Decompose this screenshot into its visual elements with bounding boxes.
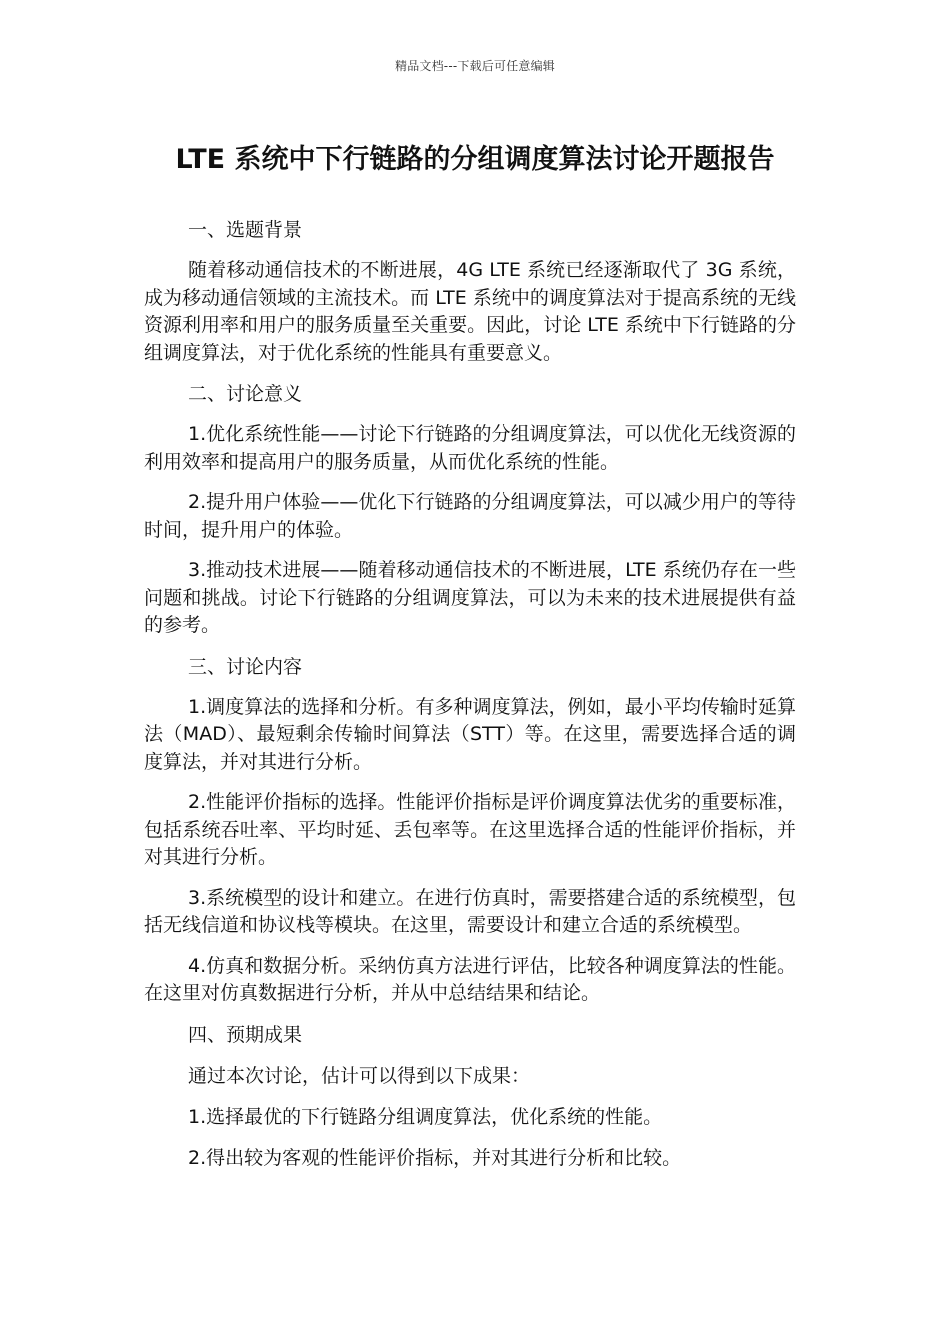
document-title: LTE 系统中下行链路的分组调度算法讨论开题报告	[175, 144, 775, 175]
section-heading-significance: 二、讨论意义	[188, 383, 303, 405]
section-heading-background: 一、选题背景	[188, 219, 303, 241]
content-paragraph-1: 1.调度算法的选择和分析。有多种调度算法，例如，最小平均传输时延算法（MAD）、最短剩余传输时间算法（STT）等。在这里，需要选择合适的调度算法，并对其进行分析。	[144, 695, 796, 773]
background-paragraph: 随着移动通信技术的不断进展，4G LTE 系统已经逐渐取代了 3G 系统，成为移动通信领域的主流技术。而 LTE 系统中的调度算法对于提高系统的无线资源利用率和用户的服务质量至关重要。因此，讨论 LTE 系统中下行链路的分组调度算法，对于优化系统的性能具有重要意义。	[144, 259, 796, 364]
content-paragraph-4: 4.仿真和数据分析。采纳仿真方法进行评估，比较各种调度算法的性能。在这里对仿真数据进行分析，并从中总结结果和结论。	[144, 954, 796, 1004]
document-body	[144, 216, 796, 1185]
content-paragraph-2: 2.性能评价指标的选择。性能评价指标是评价调度算法优劣的重要标准，包括系统吞吐率、平均时延、丢包率等。在这里选择合适的性能评价指标，并对其进行分析。	[144, 791, 796, 868]
outcomes-intro: 通过本次讨论，估计可以得到以下成果：	[188, 1064, 531, 1087]
significance-paragraph-3: 3.推动技术进展——随着移动通信技术的不断进展，LTE 系统仍存在一些问题和挑战。讨论下行链路的分组调度算法，可以为未来的技术进展提供有益的参考。	[144, 559, 796, 636]
section-heading-outcomes: 四、预期成果	[188, 1023, 303, 1046]
significance-paragraph-2: 2.提升用户体验——优化下行链路的分组调度算法，可以减少用户的等待时间，提升用户的体验。	[144, 491, 796, 541]
content-paragraph-3: 3.系统模型的设计和建立。在进行仿真时，需要搭建合适的系统模型，包括无线信道和协议栈等模块。在这里，需要设计和建立合适的系统模型。	[144, 886, 796, 936]
outcome-item-1: 1.选择最优的下行链路分组调度算法，优化系统的性能。	[188, 1105, 663, 1128]
significance-paragraph-1: 1.优化系统性能——讨论下行链路的分组调度算法，可以优化无线资源的利用效率和提高用户的服务质量，从而优化系统的性能。	[144, 423, 796, 473]
section-heading-content: 三、讨论内容	[188, 655, 303, 678]
header-note: 精品文档---下载后可任意编辑	[395, 59, 555, 73]
outcome-item-2: 2.得出较为客观的性能评价指标，并对其进行分析和比较。	[188, 1146, 682, 1169]
